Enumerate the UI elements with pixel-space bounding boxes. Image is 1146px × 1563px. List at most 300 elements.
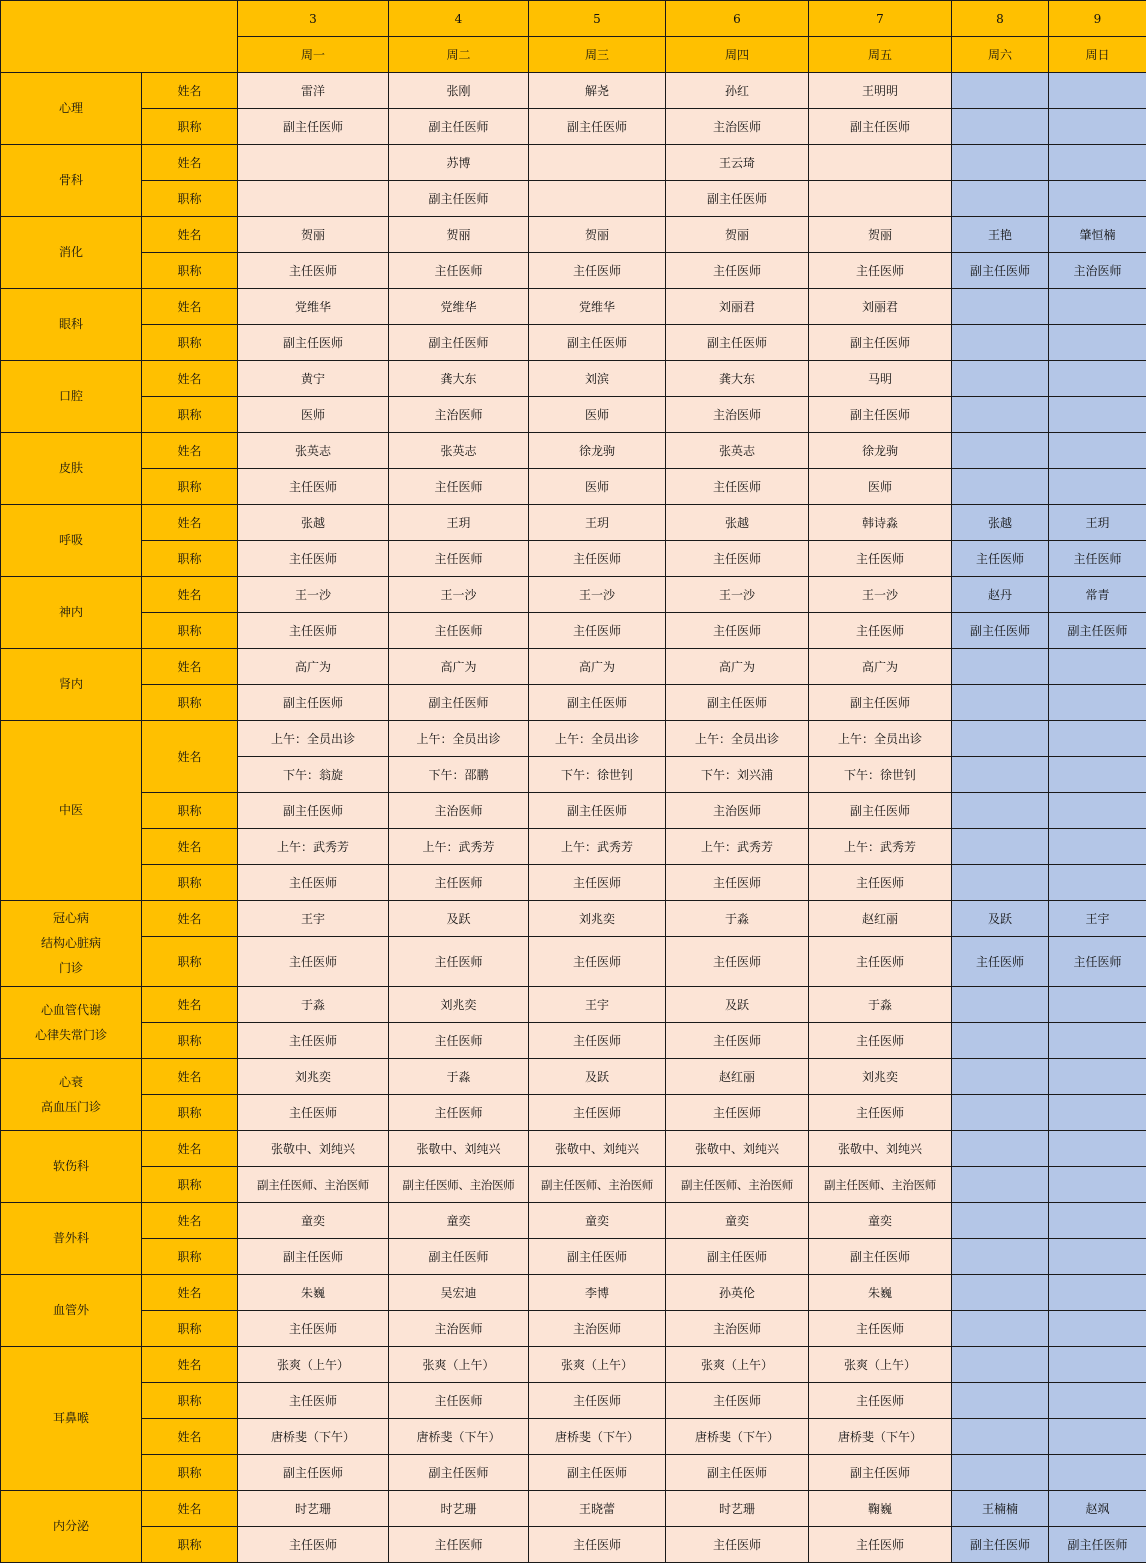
weekend-schedule-cell xyxy=(952,1131,1049,1167)
schedule-cell: 副主任医师 xyxy=(809,325,952,361)
department-cell xyxy=(1,649,142,721)
weekend-schedule-cell xyxy=(1049,145,1146,181)
schedule-cell: 张爽（上午） xyxy=(238,1347,389,1383)
department-name: 普外科 xyxy=(52,1231,89,1245)
schedule-cell: 主任医师 xyxy=(238,1023,389,1059)
schedule-cell: 刘兆奕 xyxy=(238,1059,389,1095)
schedule-row xyxy=(1,1023,1146,1059)
schedule-cell: 王一沙 xyxy=(238,577,389,613)
weekend-schedule-cell: 主任医师 xyxy=(1049,541,1146,577)
weekend-schedule-cell xyxy=(1049,987,1146,1023)
weekend-schedule-cell xyxy=(952,829,1049,865)
schedule-cell: 王云琦 xyxy=(666,145,809,181)
name-label: 姓名 xyxy=(142,1275,238,1311)
schedule-cell: 主任医师 xyxy=(809,613,952,649)
schedule-cell: 唐桥斐（下午） xyxy=(389,1419,529,1455)
weekend-schedule-cell xyxy=(952,685,1049,721)
schedule-cell: 副主任医师、主治医师 xyxy=(389,1167,529,1203)
title-label: 职称 xyxy=(142,1383,238,1419)
weekend-schedule-cell xyxy=(952,1455,1049,1491)
department-cell xyxy=(1,145,142,217)
schedule-cell: 上午：武秀芳 xyxy=(529,829,666,865)
schedule-cell: 主任医师 xyxy=(389,1527,529,1563)
schedule-row xyxy=(1,1131,1146,1167)
weekend-schedule-cell: 常青 xyxy=(1049,577,1146,613)
schedule-cell: 上午：武秀芳 xyxy=(389,829,529,865)
schedule-row xyxy=(1,361,1146,397)
schedule-cell: 副主任医师 xyxy=(389,685,529,721)
schedule-cell: 主任医师 xyxy=(529,937,666,987)
weekend-schedule-cell: 副主任医师 xyxy=(952,1527,1049,1563)
schedule-cell: 张刚 xyxy=(389,73,529,109)
schedule-cell: 主任医师 xyxy=(389,865,529,901)
title-label: 职称 xyxy=(142,613,238,649)
title-label: 职称 xyxy=(142,253,238,289)
schedule-cell: 高广为 xyxy=(238,649,389,685)
schedule-cell: 时艺珊 xyxy=(238,1491,389,1527)
title-label: 职称 xyxy=(142,937,238,987)
schedule-row xyxy=(1,1167,1146,1203)
weekend-schedule-cell: 王艳 xyxy=(952,217,1049,253)
schedule-cell: 上午：武秀芳 xyxy=(666,829,809,865)
schedule-cell: 朱巍 xyxy=(238,1275,389,1311)
department-cell xyxy=(1,1347,142,1491)
department-name: 门诊 xyxy=(58,961,83,975)
weekend-schedule-cell xyxy=(1049,361,1146,397)
schedule-cell: 王一沙 xyxy=(389,577,529,613)
schedule-cell: 主任医师 xyxy=(389,1095,529,1131)
weekend-schedule-cell xyxy=(1049,1095,1146,1131)
schedule-cell: 于淼 xyxy=(809,987,952,1023)
name-label: 姓名 xyxy=(142,829,238,865)
schedule-cell xyxy=(529,181,666,217)
department-cell xyxy=(1,505,142,577)
department-cell xyxy=(1,217,142,289)
weekend-schedule-cell xyxy=(1049,1167,1146,1203)
weekend-schedule-cell xyxy=(952,1023,1049,1059)
weekend-schedule-cell: 张越 xyxy=(952,505,1049,541)
weekend-schedule-cell xyxy=(1049,325,1146,361)
schedule-cell: 张敬中、刘纯兴 xyxy=(529,1131,666,1167)
schedule-cell: 主任医师 xyxy=(666,1095,809,1131)
title-label: 职称 xyxy=(142,1239,238,1275)
title-label: 职称 xyxy=(142,1311,238,1347)
weekend-schedule-cell: 副主任医师 xyxy=(952,253,1049,289)
title-label: 职称 xyxy=(142,541,238,577)
schedule-cell: 童奕 xyxy=(666,1203,809,1239)
department-cell xyxy=(1,1203,142,1275)
schedule-cell: 主任医师 xyxy=(238,937,389,987)
schedule-cell: 主任医师 xyxy=(809,541,952,577)
weekend-schedule-cell: 王楠楠 xyxy=(952,1491,1049,1527)
schedule-cell: 主治医师 xyxy=(389,1311,529,1347)
weekend-schedule-cell xyxy=(1049,1347,1146,1383)
weekend-schedule-cell: 王玥 xyxy=(1049,505,1146,541)
schedule-cell: 下午：刘兴浦 xyxy=(666,757,809,793)
schedule-row xyxy=(1,649,1146,685)
schedule-cell: 主任医师 xyxy=(389,541,529,577)
schedule-cell: 副主任医师 xyxy=(529,793,666,829)
department-name: 呼吸 xyxy=(58,533,83,547)
schedule-row xyxy=(1,1347,1146,1383)
department-cell xyxy=(1,289,142,361)
schedule-cell: 副主任医师 xyxy=(238,685,389,721)
name-label: 姓名 xyxy=(142,721,238,793)
weekend-schedule-cell xyxy=(952,361,1049,397)
schedule-cell: 张爽（上午） xyxy=(389,1347,529,1383)
schedule-cell: 高广为 xyxy=(809,649,952,685)
weekend-schedule-cell xyxy=(1049,793,1146,829)
title-label: 职称 xyxy=(142,325,238,361)
weekend-schedule-cell xyxy=(952,1383,1049,1419)
department-name: 血管外 xyxy=(52,1303,89,1317)
schedule-cell: 贺丽 xyxy=(389,217,529,253)
department-name: 皮肤 xyxy=(58,461,83,475)
schedule-cell: 主任医师 xyxy=(529,541,666,577)
schedule-cell: 主任医师 xyxy=(666,1527,809,1563)
weekend-schedule-cell: 副主任医师 xyxy=(952,613,1049,649)
schedule-row xyxy=(1,865,1146,901)
schedule-row xyxy=(1,325,1146,361)
name-label: 姓名 xyxy=(142,1131,238,1167)
weekend-schedule-cell: 主任医师 xyxy=(952,541,1049,577)
department-name: 冠心病 xyxy=(52,911,89,925)
schedule-row xyxy=(1,1239,1146,1275)
name-label: 姓名 xyxy=(142,145,238,181)
schedule-row xyxy=(1,685,1146,721)
schedule-cell: 副主任医师 xyxy=(666,1239,809,1275)
name-label: 姓名 xyxy=(142,433,238,469)
schedule-cell: 主治医师 xyxy=(666,109,809,145)
schedule-cell: 副主任医师 xyxy=(809,109,952,145)
schedule-cell: 黄宁 xyxy=(238,361,389,397)
department-name: 高血压门诊 xyxy=(40,1099,101,1114)
schedule-cell: 上午：全员出诊 xyxy=(666,721,809,757)
schedule-cell: 医师 xyxy=(529,469,666,505)
schedule-cell: 龚大东 xyxy=(666,361,809,397)
schedule-cell: 下午：翁旋 xyxy=(238,757,389,793)
weekend-schedule-cell xyxy=(952,397,1049,433)
schedule-cell: 主治医师 xyxy=(529,1311,666,1347)
schedule-cell: 王晓蕾 xyxy=(529,1491,666,1527)
schedule-cell: 刘滨 xyxy=(529,361,666,397)
schedule-cell: 张英志 xyxy=(666,433,809,469)
name-label: 姓名 xyxy=(142,577,238,613)
weekend-schedule-cell xyxy=(952,865,1049,901)
weekend-schedule-cell xyxy=(952,145,1049,181)
weekend-schedule-cell xyxy=(952,721,1049,757)
weekend-schedule-cell xyxy=(1049,1311,1146,1347)
schedule-cell: 主任医师 xyxy=(666,613,809,649)
title-label: 职称 xyxy=(142,1455,238,1491)
schedule-cell: 张爽（上午） xyxy=(809,1347,952,1383)
schedule-cell: 解尧 xyxy=(529,73,666,109)
schedule-cell: 主任医师 xyxy=(666,469,809,505)
schedule-row xyxy=(1,1311,1146,1347)
name-label: 姓名 xyxy=(142,1203,238,1239)
schedule-cell: 及跃 xyxy=(529,1059,666,1095)
schedule-cell: 时艺珊 xyxy=(666,1491,809,1527)
title-label: 职称 xyxy=(142,865,238,901)
weekend-schedule-cell: 副主任医师 xyxy=(1049,1527,1146,1563)
weekend-schedule-cell: 赵丹 xyxy=(952,577,1049,613)
department-name: 心衰 xyxy=(58,1074,83,1089)
department-name: 内分泌 xyxy=(52,1519,89,1533)
schedule-cell: 副主任医师 xyxy=(238,325,389,361)
department-cell xyxy=(1,987,142,1059)
schedule-cell: 唐桥斐（下午） xyxy=(238,1419,389,1455)
weekend-schedule-cell xyxy=(1049,1203,1146,1239)
weekend-schedule-cell xyxy=(1049,721,1146,757)
title-label: 职称 xyxy=(142,469,238,505)
schedule-cell: 主任医师 xyxy=(809,1095,952,1131)
department-name: 心律失常门诊 xyxy=(34,1027,107,1042)
schedule-cell: 副主任医师 xyxy=(529,1239,666,1275)
schedule-row xyxy=(1,73,1146,109)
department-cell xyxy=(1,721,142,901)
schedule-cell: 贺丽 xyxy=(529,217,666,253)
schedule-cell: 副主任医师 xyxy=(389,1455,529,1491)
schedule-cell: 童奕 xyxy=(389,1203,529,1239)
schedule-cell: 童奕 xyxy=(238,1203,389,1239)
schedule-cell: 主任医师 xyxy=(389,253,529,289)
schedule-cell: 贺丽 xyxy=(666,217,809,253)
schedule-row xyxy=(1,181,1146,217)
weekend-schedule-cell xyxy=(952,181,1049,217)
schedule-cell: 副主任医师 xyxy=(666,181,809,217)
department-name: 骨科 xyxy=(58,173,83,187)
schedule-cell: 主任医师 xyxy=(238,1527,389,1563)
weekend-schedule-cell xyxy=(1049,649,1146,685)
schedule-cell: 王明明 xyxy=(809,73,952,109)
weekend-schedule-cell: 主任医师 xyxy=(1049,937,1146,987)
schedule-cell: 主任医师 xyxy=(529,1095,666,1131)
weekend-schedule-cell xyxy=(952,793,1049,829)
schedule-row xyxy=(1,109,1146,145)
schedule-cell: 刘兆奕 xyxy=(809,1059,952,1095)
weekend-schedule-cell: 赵飒 xyxy=(1049,1491,1146,1527)
schedule-cell: 副主任医师 xyxy=(238,1455,389,1491)
schedule-cell: 主治医师 xyxy=(389,793,529,829)
schedule-cell: 副主任医师 xyxy=(666,1455,809,1491)
schedule-row xyxy=(1,1275,1146,1311)
department-name: 眼科 xyxy=(58,317,83,331)
schedule-row xyxy=(1,793,1146,829)
schedule-cell: 张爽（上午） xyxy=(529,1347,666,1383)
schedule-cell: 主任医师 xyxy=(389,937,529,987)
department-name: 中医 xyxy=(58,803,83,817)
title-label: 职称 xyxy=(142,109,238,145)
schedule-cell: 刘丽君 xyxy=(666,289,809,325)
weekend-schedule-cell xyxy=(1049,1419,1146,1455)
department-cell xyxy=(1,73,142,145)
schedule-cell: 上午：武秀芳 xyxy=(809,829,952,865)
schedule-cell: 马明 xyxy=(809,361,952,397)
weekend-schedule-cell xyxy=(952,1167,1049,1203)
schedule-row xyxy=(1,829,1146,865)
header-date-weekend: 8 xyxy=(952,1,1049,37)
schedule-cell: 主任医师 xyxy=(238,1311,389,1347)
department-cell xyxy=(1,433,142,505)
schedule-cell: 副主任医师 xyxy=(238,109,389,145)
schedule-cell xyxy=(238,145,389,181)
schedule-cell: 高广为 xyxy=(389,649,529,685)
schedule-cell: 副主任医师、主治医师 xyxy=(809,1167,952,1203)
schedule-cell: 王一沙 xyxy=(666,577,809,613)
schedule-cell: 张越 xyxy=(238,505,389,541)
schedule-cell: 主任医师 xyxy=(666,541,809,577)
schedule-cell: 张英志 xyxy=(238,433,389,469)
weekend-schedule-cell xyxy=(952,1347,1049,1383)
schedule-row xyxy=(1,541,1146,577)
schedule-row xyxy=(1,253,1146,289)
schedule-row xyxy=(1,217,1146,253)
title-label: 职称 xyxy=(142,181,238,217)
weekend-schedule-cell xyxy=(952,987,1049,1023)
schedule-cell: 于淼 xyxy=(666,901,809,937)
schedule-cell: 张英志 xyxy=(389,433,529,469)
name-label: 姓名 xyxy=(142,361,238,397)
schedule-cell: 刘丽君 xyxy=(809,289,952,325)
schedule-row xyxy=(1,289,1146,325)
schedule-cell: 朱巍 xyxy=(809,1275,952,1311)
schedule-cell xyxy=(809,145,952,181)
weekend-schedule-cell xyxy=(1049,1455,1146,1491)
schedule-cell: 王玥 xyxy=(389,505,529,541)
schedule-cell: 主任医师 xyxy=(529,1527,666,1563)
weekend-schedule-cell: 肇恒楠 xyxy=(1049,217,1146,253)
schedule-row xyxy=(1,1095,1146,1131)
schedule-cell: 赵红丽 xyxy=(809,901,952,937)
schedule-cell: 龚大东 xyxy=(389,361,529,397)
schedule-cell: 主治医师 xyxy=(666,793,809,829)
schedule-cell: 副主任医师 xyxy=(389,181,529,217)
schedule-cell: 张越 xyxy=(666,505,809,541)
schedule-cell: 副主任医师 xyxy=(389,109,529,145)
schedule-cell: 主治医师 xyxy=(666,1311,809,1347)
schedule-cell: 党维华 xyxy=(389,289,529,325)
schedule-cell: 副主任医师 xyxy=(529,1455,666,1491)
header-date-row xyxy=(1,1,1146,37)
schedule-cell: 刘兆奕 xyxy=(389,987,529,1023)
schedule-cell xyxy=(809,181,952,217)
schedule-cell: 主任医师 xyxy=(666,253,809,289)
schedule-cell: 主任医师 xyxy=(389,613,529,649)
name-label: 姓名 xyxy=(142,289,238,325)
weekend-schedule-cell xyxy=(952,1419,1049,1455)
schedule-row xyxy=(1,1527,1146,1563)
schedule-cell: 刘兆奕 xyxy=(529,901,666,937)
weekend-schedule-cell xyxy=(952,469,1049,505)
schedule-cell: 党维华 xyxy=(238,289,389,325)
schedule-cell: 主任医师 xyxy=(809,1311,952,1347)
schedule-cell: 苏博 xyxy=(389,145,529,181)
schedule-cell: 徐龙驹 xyxy=(809,433,952,469)
schedule-cell: 鞠巍 xyxy=(809,1491,952,1527)
title-label: 职称 xyxy=(142,1095,238,1131)
weekend-schedule-cell xyxy=(1049,289,1146,325)
weekend-schedule-cell xyxy=(1049,109,1146,145)
schedule-row xyxy=(1,987,1146,1023)
schedule-cell: 医师 xyxy=(238,397,389,433)
schedule-cell: 主任医师 xyxy=(529,613,666,649)
weekend-schedule-cell xyxy=(1049,1023,1146,1059)
schedule-cell: 张敬中、刘纯兴 xyxy=(389,1131,529,1167)
header-date: 3 xyxy=(238,1,389,37)
name-label: 姓名 xyxy=(142,1419,238,1455)
schedule-row xyxy=(1,1455,1146,1491)
schedule-cell: 王一沙 xyxy=(809,577,952,613)
weekend-schedule-cell xyxy=(952,109,1049,145)
schedule-cell: 主任医师 xyxy=(389,1383,529,1419)
schedule-cell: 主任医师 xyxy=(529,253,666,289)
schedule-cell: 主任医师 xyxy=(529,865,666,901)
schedule-row xyxy=(1,469,1146,505)
schedule-cell xyxy=(529,145,666,181)
schedule-row xyxy=(1,613,1146,649)
schedule-row xyxy=(1,397,1146,433)
department-cell xyxy=(1,901,142,987)
schedule-cell: 贺丽 xyxy=(809,217,952,253)
department-cell xyxy=(1,1491,142,1563)
schedule-cell: 副主任医师 xyxy=(809,397,952,433)
schedule-cell: 唐桥斐（下午） xyxy=(666,1419,809,1455)
header-weekday: 周三 xyxy=(529,37,666,73)
weekend-schedule-cell: 主治医师 xyxy=(1049,253,1146,289)
department-name: 消化 xyxy=(58,245,83,259)
schedule-row xyxy=(1,1491,1146,1527)
schedule-cell: 主任医师 xyxy=(666,937,809,987)
schedule-cell: 王玥 xyxy=(529,505,666,541)
schedule-cell: 唐桥斐（下午） xyxy=(809,1419,952,1455)
schedule-cell: 于淼 xyxy=(389,1059,529,1095)
department-name: 心血管代谢 xyxy=(40,1002,101,1017)
schedule-cell: 副主任医师、主治医师 xyxy=(529,1167,666,1203)
weekend-schedule-cell xyxy=(952,1095,1049,1131)
schedule-cell: 医师 xyxy=(809,469,952,505)
department-name: 口腔 xyxy=(58,389,83,403)
weekend-schedule-cell xyxy=(1049,397,1146,433)
header-date: 5 xyxy=(529,1,666,37)
schedule-cell: 医师 xyxy=(529,397,666,433)
schedule-cell: 主任医师 xyxy=(666,1383,809,1419)
weekend-schedule-cell xyxy=(1049,1383,1146,1419)
schedule-cell: 主任医师 xyxy=(809,937,952,987)
schedule-cell: 主治医师 xyxy=(666,397,809,433)
weekend-schedule-cell xyxy=(952,325,1049,361)
weekend-schedule-cell: 及跃 xyxy=(952,901,1049,937)
weekend-schedule-cell xyxy=(1049,469,1146,505)
weekend-schedule-cell xyxy=(1049,1239,1146,1275)
schedule-cell: 党维华 xyxy=(529,289,666,325)
schedule-cell: 副主任医师 xyxy=(809,1455,952,1491)
schedule-cell: 主任医师 xyxy=(389,469,529,505)
title-label: 职称 xyxy=(142,1527,238,1563)
schedule-cell: 副主任医师 xyxy=(238,793,389,829)
schedule-cell: 王宇 xyxy=(529,987,666,1023)
weekend-schedule-cell xyxy=(952,1203,1049,1239)
schedule-cell: 副主任医师 xyxy=(529,109,666,145)
schedule-cell: 主任医师 xyxy=(529,1023,666,1059)
schedule-cell: 高广为 xyxy=(529,649,666,685)
weekend-schedule-cell xyxy=(952,649,1049,685)
schedule-cell: 主任医师 xyxy=(389,1023,529,1059)
schedule-row xyxy=(1,1059,1146,1095)
name-label: 姓名 xyxy=(142,1491,238,1527)
schedule-cell: 主任医师 xyxy=(809,253,952,289)
schedule-cell: 主任医师 xyxy=(238,469,389,505)
department-cell xyxy=(1,361,142,433)
